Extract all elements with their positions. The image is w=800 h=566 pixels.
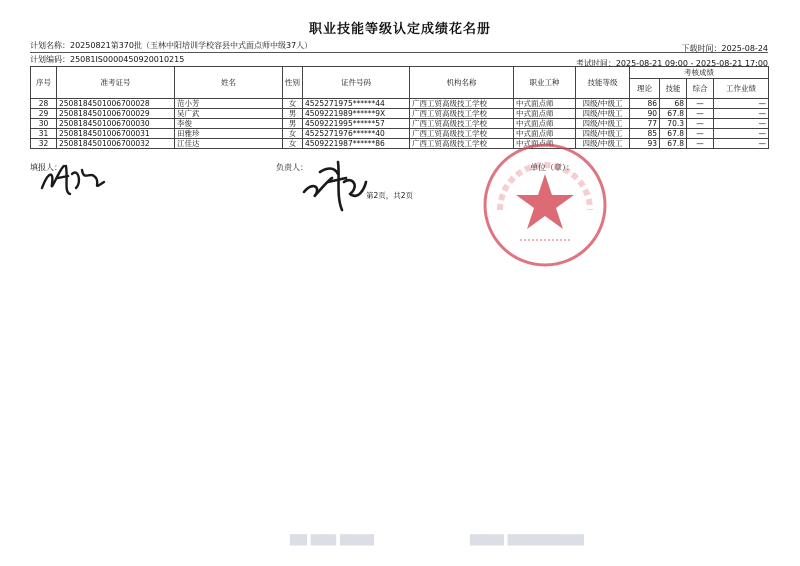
cell-ticket: 2508184501006700030 bbox=[57, 119, 175, 129]
cell-id: 4509221987******86 bbox=[303, 139, 410, 149]
cell-comp: — bbox=[687, 99, 714, 109]
download-time-label: 下载时间： bbox=[681, 44, 722, 53]
cell-org: 广西工贸高级技工学校 bbox=[410, 129, 514, 139]
exam-time-value: 2025-08-21 09:00 - 2025-08-21 17:00 bbox=[615, 59, 768, 68]
header-org: 机构名称 bbox=[410, 67, 514, 99]
cell-id: 4509221989******9X bbox=[303, 109, 410, 119]
download-time-value: 2025-08-24 bbox=[721, 44, 768, 53]
cell-name: 范小芳 bbox=[175, 99, 283, 109]
header-name: 姓名 bbox=[175, 67, 283, 99]
header-skill: 技能 bbox=[660, 79, 687, 99]
exam-time-label: 考试时间： bbox=[575, 59, 616, 68]
cell-work: — bbox=[714, 109, 769, 119]
cell-work: — bbox=[714, 129, 769, 139]
header-work: 工作业绩 bbox=[714, 79, 769, 99]
cell-org: 广西工贸高级技工学校 bbox=[410, 139, 514, 149]
cell-name: 江佳达 bbox=[175, 139, 283, 149]
cell-name: 李俊 bbox=[175, 119, 283, 129]
cell-level: 四级/中级工 bbox=[576, 119, 630, 129]
cell-comp: — bbox=[687, 139, 714, 149]
cell-skill: 70.3 bbox=[660, 119, 687, 129]
header-gender: 性别 bbox=[283, 67, 303, 99]
cell-seq: 29 bbox=[31, 109, 57, 119]
header-theory: 理论 bbox=[630, 79, 660, 99]
filler-signature bbox=[38, 160, 108, 198]
header-level: 技能等级 bbox=[576, 67, 630, 99]
cell-theory: 90 bbox=[630, 109, 660, 119]
cell-theory: 85 bbox=[630, 129, 660, 139]
table-body bbox=[31, 99, 769, 149]
plan-name-value: 20250821第370批（玉林中阳培训学校容县中式面点师中级37人） bbox=[70, 41, 313, 50]
cell-gender: 女 bbox=[283, 99, 303, 109]
plan-name-label: 计划名称： bbox=[30, 41, 70, 50]
cell-job: 中式面点师 bbox=[514, 99, 576, 109]
cell-theory: 93 bbox=[630, 139, 660, 149]
cell-level: 四级/中级工 bbox=[576, 139, 630, 149]
plan-code-label: 计划编码： bbox=[30, 55, 70, 64]
document-title: 职业技能等级认定成绩花名册 bbox=[308, 22, 491, 37]
cell-seq: 30 bbox=[31, 119, 57, 129]
table-row bbox=[31, 139, 769, 149]
cell-comp: — bbox=[687, 109, 714, 119]
cell-work: — bbox=[714, 99, 769, 109]
responsible-signature bbox=[298, 152, 368, 216]
cell-ticket: 2508184501006700032 bbox=[57, 139, 175, 149]
cell-work: — bbox=[714, 139, 769, 149]
page-info: 第2页，共2页 bbox=[366, 191, 414, 200]
cell-skill: 68 bbox=[660, 99, 687, 109]
cell-seq: 28 bbox=[31, 99, 57, 109]
cell-theory: 77 bbox=[630, 119, 660, 129]
header-scores: 考核成绩 bbox=[630, 67, 769, 79]
cell-ticket: 250818450100670002​8 bbox=[57, 99, 175, 109]
cell-gender: 女 bbox=[283, 139, 303, 149]
table-row bbox=[31, 129, 769, 139]
responsible-label: 负责人： bbox=[276, 163, 308, 172]
cell-ticket: 2508184501006700029 bbox=[57, 109, 175, 119]
cell-id: 4525271976******40 bbox=[303, 129, 410, 139]
score-table bbox=[30, 66, 769, 149]
cell-job: 中式面点师 bbox=[514, 119, 576, 129]
filler-label: 填报人： bbox=[30, 163, 62, 172]
cell-skill: 67.8 bbox=[660, 109, 687, 119]
cell-job: 中式面点师 bbox=[514, 109, 576, 119]
header-id: 证件号码 bbox=[303, 67, 410, 99]
table-row bbox=[31, 99, 769, 109]
unit-seal-label: 单位（章）： bbox=[530, 163, 574, 172]
cell-skill: 67.8 bbox=[660, 139, 687, 149]
cell-seq: 31 bbox=[31, 129, 57, 139]
cell-id: 4525271975******44 bbox=[303, 99, 410, 109]
show-through-text: ▇▇ ▇▇▇ ▇▇▇▇ bbox=[290, 534, 374, 547]
cell-level: 四级/中级工 bbox=[576, 99, 630, 109]
cell-name: 田雅珍 bbox=[175, 129, 283, 139]
plan-name bbox=[30, 40, 312, 51]
cell-theory: 86 bbox=[630, 99, 660, 109]
header-divider bbox=[30, 52, 768, 53]
cell-comp: — bbox=[687, 129, 714, 139]
header-ticket: 准考证号 bbox=[57, 67, 175, 99]
show-through-text-2: ▇▇▇▇ ▇▇▇▇▇▇▇▇▇ bbox=[470, 534, 584, 547]
cell-level: 四级/中级工 bbox=[576, 129, 630, 139]
cell-comp: — bbox=[687, 119, 714, 129]
cell-org: 广西工贸高级技工学校 bbox=[410, 109, 514, 119]
cell-seq: 32 bbox=[31, 139, 57, 149]
cell-gender: 女 bbox=[283, 129, 303, 139]
header-comprehensive: 综合 bbox=[687, 79, 714, 99]
cell-org: 广西工贸高级技工学校 bbox=[410, 119, 514, 129]
official-seal bbox=[480, 140, 610, 270]
cell-job: 中式面点师 bbox=[514, 129, 576, 139]
plan-code bbox=[30, 54, 184, 65]
table-row bbox=[31, 109, 769, 119]
header-job: 职业工种 bbox=[514, 67, 576, 99]
cell-job: 中式面点师 bbox=[514, 139, 576, 149]
header-seq: 序号 bbox=[31, 67, 57, 99]
cell-name: 吴广武 bbox=[175, 109, 283, 119]
cell-level: 四级/中级工 bbox=[576, 109, 630, 119]
cell-gender: 男 bbox=[283, 109, 303, 119]
cell-skill: 67.8 bbox=[660, 129, 687, 139]
plan-code-value: 25081IS0000450920010215 bbox=[70, 55, 185, 64]
cell-ticket: 2508184501006700031 bbox=[57, 129, 175, 139]
cell-org: 广西工贸高级技工学校 bbox=[410, 99, 514, 109]
cell-id: 4509221995******57 bbox=[303, 119, 410, 129]
cell-work: — bbox=[714, 119, 769, 129]
cell-gender: 男 bbox=[283, 119, 303, 129]
table-row bbox=[31, 119, 769, 129]
